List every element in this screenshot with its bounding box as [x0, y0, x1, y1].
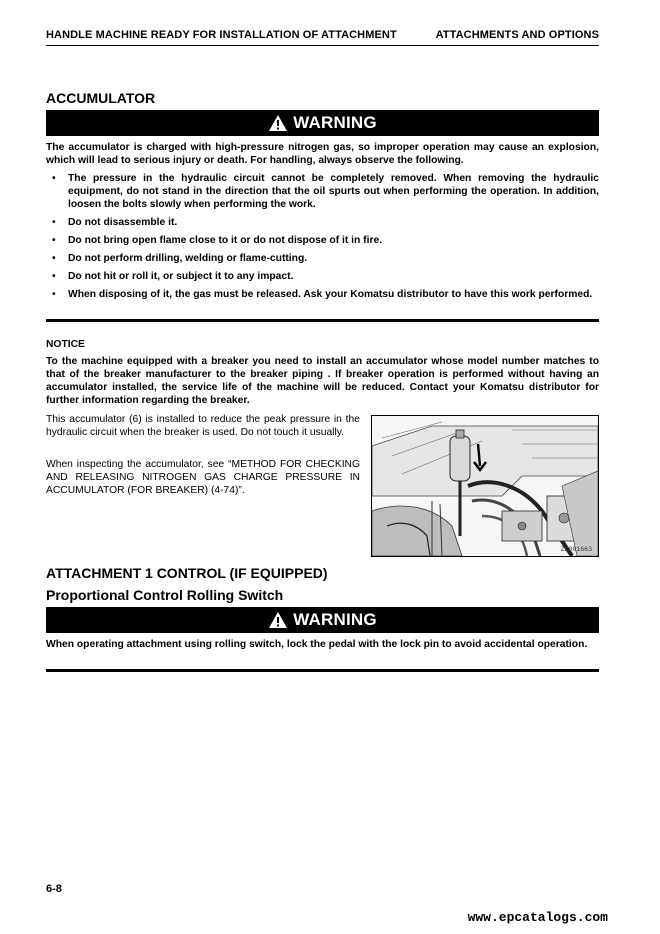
- list-item: • Do not bring open flame close to it or do not dispose of it in fire.: [46, 234, 599, 247]
- list-item: • Do not disassemble it.: [46, 216, 599, 229]
- warning-banner: [46, 110, 599, 136]
- warning-end-rule: [46, 319, 599, 322]
- figure-id: ZZ001663: [560, 546, 592, 553]
- list-item: • When disposing of it, the gas must be released. Ask your Komatsu distributor to have this work performed.: [46, 288, 599, 301]
- accumulator-photo-icon: [372, 416, 598, 556]
- accumulator-heading: ACCUMULATOR: [46, 90, 156, 106]
- warning-intro: The accumulator is charged with high-pressure nitrogen gas, so improper operation may cause an explosion, which will lead to serious injury or death. For handling, always observe the following.: [46, 142, 599, 166]
- page-number: 6-8: [46, 883, 62, 895]
- warning-end-rule-2: [46, 669, 599, 672]
- warning-bullet-list: [46, 172, 599, 306]
- attachment-warning-text: When operating attachment using rolling switch, lock the pedal with the lock pin to avoid accidental operation.: [46, 639, 588, 650]
- running-header: [46, 29, 599, 45]
- list-item: • Do not perform drilling, welding or flame-cutting.: [46, 252, 599, 265]
- watermark-url: www.epcatalogs.com: [467, 910, 608, 925]
- header-chapter-title: ATTACHMENTS AND OPTIONS: [435, 29, 599, 41]
- list-item: • The pressure in the hydraulic circuit cannot be completely removed. When removing the hydraulic equipment, do not stand in the direction that the oil spurts out when performing the operation. In addition, loosen the bolts slowly when performing the work.: [46, 172, 599, 211]
- warning-label: WARNING: [293, 113, 377, 132]
- warning-label: WARNING: [293, 610, 377, 629]
- accumulator-figure: [371, 415, 599, 557]
- attachment-subheading: Proportional Control Rolling Switch: [46, 587, 284, 603]
- body-paragraph-1: This accumulator (6) is installed to reduce the peak pressure in the hydraulic circuit when the breaker is used. Do not touch it usually.: [46, 414, 360, 438]
- warning-triangle-icon: [268, 611, 288, 629]
- list-item: • Do not hit or roll it, or subject it to any impact.: [46, 270, 599, 283]
- header-section-title: HANDLE MACHINE READY FOR INSTALLATION OF ATTACHMENT: [46, 29, 397, 41]
- notice-text: To the machine equipped with a breaker you need to install an accumulator whose model number matches to that of the breaker manufacturer to the breaker piping . If breaker operation is performed without having an accumulator installed, the service life of the machine will be reduced. Contact your Komatsu distributor for further information regarding the breaker.: [46, 356, 599, 406]
- attachment-heading: ATTACHMENT 1 CONTROL (IF EQUIPPED): [46, 565, 328, 581]
- warning-banner-2: [46, 607, 599, 633]
- body-paragraph-2: When inspecting the accumulator, see “METHOD FOR CHECKING AND RELEASING NITROGEN GAS CHARGE PRESSURE IN ACCUMULATOR (FOR BREAKER) (4-74)”.: [46, 459, 360, 496]
- header-rule: [46, 45, 599, 46]
- warning-triangle-icon: [268, 114, 288, 132]
- notice-label: NOTICE: [46, 339, 85, 350]
